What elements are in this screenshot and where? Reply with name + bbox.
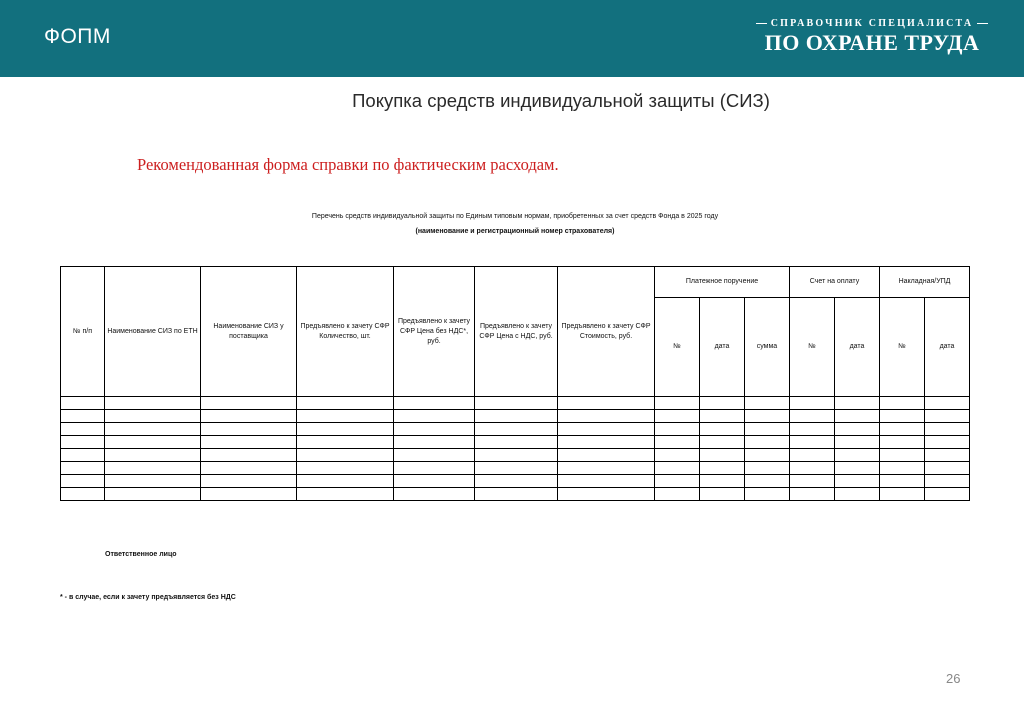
- table-cell: [745, 410, 790, 423]
- table-cell: [790, 475, 835, 488]
- table-cell: [745, 449, 790, 462]
- table-cell: [700, 436, 745, 449]
- table-cell: [835, 436, 880, 449]
- table-cell: [558, 488, 655, 501]
- brand-name: ФОПМ: [44, 25, 111, 48]
- table-cell: [297, 462, 394, 475]
- table-cell: [925, 475, 970, 488]
- table-cell: [835, 488, 880, 501]
- expense-form-table: [60, 266, 970, 501]
- table-cell: [790, 462, 835, 475]
- table-row: [61, 449, 970, 462]
- table-cell: [105, 397, 201, 410]
- table-cell: [61, 397, 105, 410]
- header-cell-siz-supplier: Наименование СИЗ у поставщика: [201, 267, 297, 397]
- table-cell: [475, 436, 558, 449]
- table-cell: [790, 397, 835, 410]
- table-cell: [700, 449, 745, 462]
- table-cell: [394, 410, 475, 423]
- table-cell: [880, 397, 925, 410]
- table-cell: [700, 410, 745, 423]
- table-cell: [700, 488, 745, 501]
- table-cell: [61, 475, 105, 488]
- table-cell: [201, 488, 297, 501]
- table-cell: [880, 436, 925, 449]
- table-cell: [700, 475, 745, 488]
- table-cell: [700, 423, 745, 436]
- table-cell: [105, 410, 201, 423]
- table-cell: [105, 488, 201, 501]
- table-cell: [745, 436, 790, 449]
- table-cell: [835, 397, 880, 410]
- table-cell: [394, 462, 475, 475]
- table-cell: [558, 397, 655, 410]
- subheader-payment-date: дата: [700, 298, 745, 397]
- logo-title: ПО ОХРАНЕ ТРУДА: [764, 30, 980, 55]
- header-cell-no: № п/п: [61, 267, 105, 397]
- table-cell: [925, 410, 970, 423]
- table-cell: [655, 397, 700, 410]
- header-cell-price-vat: Предъявлено к зачету СФР Цена с НДС, руб.: [475, 267, 558, 397]
- table-cell: [925, 436, 970, 449]
- table-cell: [61, 488, 105, 501]
- table-cell: [558, 410, 655, 423]
- subheader-invoice-no: №: [790, 298, 835, 397]
- table-cell: [297, 475, 394, 488]
- table-cell: [297, 436, 394, 449]
- slide-subtitle: Рекомендованная форма справки по фактическим расходам.: [137, 155, 559, 174]
- table-cell: [201, 475, 297, 488]
- table-cell: [558, 436, 655, 449]
- table-cell: [394, 397, 475, 410]
- table-cell: [475, 462, 558, 475]
- header-cell-quantity: Предъявлено к зачету СФР Количество, шт.: [297, 267, 394, 397]
- table-cell: [394, 475, 475, 488]
- responsible-person-label: Ответственное лицо: [105, 551, 177, 558]
- table-cell: [105, 436, 201, 449]
- header-bar: [0, 0, 1024, 77]
- table-cell: [925, 423, 970, 436]
- table-cell: [105, 449, 201, 462]
- header-group-waybill: Накладная/УПД: [880, 267, 970, 298]
- table-cell: [475, 475, 558, 488]
- table-cell: [201, 436, 297, 449]
- table-cell: [655, 449, 700, 462]
- table-cell: [700, 397, 745, 410]
- table-row: [61, 436, 970, 449]
- table-cell: [835, 462, 880, 475]
- table-cell: [201, 423, 297, 436]
- table-cell: [655, 410, 700, 423]
- table-cell: [835, 423, 880, 436]
- table-cell: [880, 410, 925, 423]
- table-row: [61, 423, 970, 436]
- publication-logo: [756, 18, 988, 56]
- table-cell: [394, 423, 475, 436]
- table-cell: [745, 462, 790, 475]
- table-row: [61, 410, 970, 423]
- table-cell: [655, 488, 700, 501]
- subheader-payment-sum: сумма: [745, 298, 790, 397]
- table-cell: [61, 449, 105, 462]
- table-cell: [201, 449, 297, 462]
- table-cell: [201, 462, 297, 475]
- table-cell: [475, 488, 558, 501]
- table-cell: [655, 475, 700, 488]
- header-cell-cost: Предъявлено к зачету СФР Стоимость, руб.: [558, 267, 655, 397]
- header-cell-price-no-vat: Предъявлено к зачету СФР Цена без НДС*, руб.: [394, 267, 475, 397]
- page-number: 26: [946, 671, 961, 686]
- table-cell: [475, 449, 558, 462]
- table-cell: [880, 449, 925, 462]
- table-row: [61, 462, 970, 475]
- table-cell: [297, 397, 394, 410]
- table-cell: [655, 436, 700, 449]
- table-cell: [475, 410, 558, 423]
- table-cell: [745, 475, 790, 488]
- table-cell: [105, 423, 201, 436]
- table-cell: [880, 475, 925, 488]
- logo-dash-left: [756, 23, 767, 24]
- table-cell: [925, 488, 970, 501]
- table-row: [61, 475, 970, 488]
- table-cell: [297, 410, 394, 423]
- table-cell: [297, 449, 394, 462]
- table-cell: [790, 449, 835, 462]
- table-cell: [558, 423, 655, 436]
- table-cell: [745, 397, 790, 410]
- table-cell: [394, 449, 475, 462]
- footnote: * - в случае, если к зачету предъявляется без НДС: [60, 594, 236, 601]
- header-cell-siz-etn: Наименование СИЗ по ЕТН: [105, 267, 201, 397]
- siz-table: [60, 266, 970, 501]
- form-caption-insurer: (наименование и регистрационный номер страхователя): [415, 228, 615, 235]
- table-cell: [880, 423, 925, 436]
- table-cell: [655, 462, 700, 475]
- table-cell: [394, 488, 475, 501]
- table-cell: [475, 423, 558, 436]
- logo-tagline: СПРАВОЧНИК СПЕЦИАЛИСТА: [770, 18, 974, 29]
- table-cell: [297, 488, 394, 501]
- table-cell: [790, 423, 835, 436]
- table-cell: [655, 423, 700, 436]
- subheader-invoice-date: дата: [835, 298, 880, 397]
- table-cell: [61, 462, 105, 475]
- subheader-waybill-no: №: [880, 298, 925, 397]
- table-cell: [835, 410, 880, 423]
- table-cell: [297, 423, 394, 436]
- table-cell: [790, 410, 835, 423]
- logo-dash-right: [977, 23, 988, 24]
- table-cell: [880, 488, 925, 501]
- table-row: [61, 397, 970, 410]
- table-cell: [105, 462, 201, 475]
- table-cell: [201, 397, 297, 410]
- table-cell: [790, 488, 835, 501]
- table-cell: [558, 449, 655, 462]
- subheader-payment-no: №: [655, 298, 700, 397]
- table-row: [61, 488, 970, 501]
- table-cell: [700, 462, 745, 475]
- table-cell: [61, 436, 105, 449]
- table-cell: [475, 397, 558, 410]
- table-cell: [835, 449, 880, 462]
- table-cell: [835, 475, 880, 488]
- table-cell: [925, 449, 970, 462]
- form-caption: Перечень средств индивидуальной защиты по Единым типовым нормам, приобретенных за счет средств Фонда в 2025 году: [311, 213, 719, 220]
- table-cell: [925, 462, 970, 475]
- slide-title: Покупка средств индивидуальной защиты (СИЗ): [352, 90, 770, 111]
- subheader-waybill-date: дата: [925, 298, 970, 397]
- table-cell: [790, 436, 835, 449]
- header-group-payment: Платежное поручение: [655, 267, 790, 298]
- table-cell: [105, 475, 201, 488]
- header-group-invoice: Счет на оплату: [790, 267, 880, 298]
- table-cell: [61, 410, 105, 423]
- table-cell: [745, 423, 790, 436]
- table-cell: [558, 462, 655, 475]
- table-cell: [880, 462, 925, 475]
- table-cell: [394, 436, 475, 449]
- table-cell: [61, 423, 105, 436]
- table-cell: [745, 488, 790, 501]
- table-cell: [201, 410, 297, 423]
- table-cell: [558, 475, 655, 488]
- table-cell: [925, 397, 970, 410]
